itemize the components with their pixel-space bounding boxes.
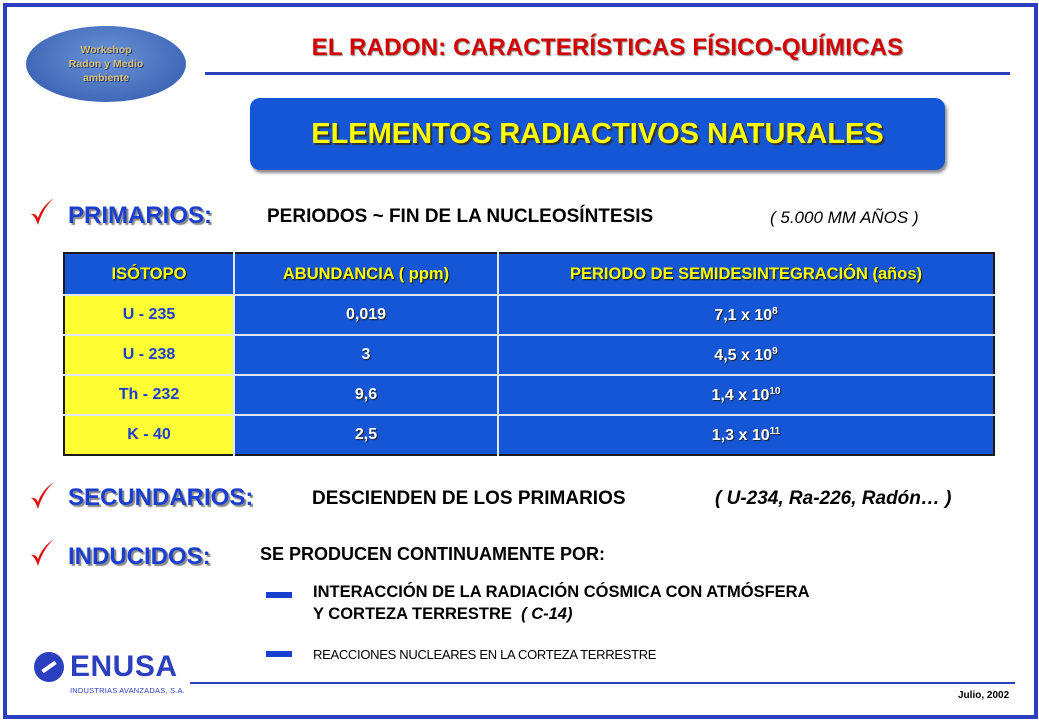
inducidos-label: INDUCIDOS: — [68, 543, 211, 570]
checkmark-icon — [28, 196, 56, 228]
checkmark-icon — [28, 480, 56, 512]
item-1-note: ( C-14) — [521, 605, 573, 623]
period-cell — [498, 295, 994, 335]
logo-line-3: ambiente — [82, 72, 130, 84]
footer-line — [190, 682, 1015, 684]
primarios-description: PERIODOS ~ FIN DE LA NUCLEOSÍNTESIS — [267, 206, 654, 227]
page-title: EL RADON: CARACTERÍSTICAS FÍSICO-QUÍMICAS — [311, 34, 904, 61]
company-name: ENUSA — [70, 650, 178, 683]
enusa-logo — [34, 650, 178, 684]
period-base: 7,1 x 10 — [714, 306, 773, 324]
logo-line-2: Radon y Medio — [68, 58, 144, 70]
isotope-table — [63, 252, 995, 456]
isotope-cell: K - 40 — [64, 415, 234, 455]
date-label: Julio, 2002 — [958, 690, 1010, 701]
item-1-line-2-text: Y CORTEZA TERRESTRE — [313, 605, 512, 623]
period-exponent: 10 — [769, 385, 781, 397]
header-period: PERIODO DE SEMIDESINTEGRACIÓN (años) — [498, 253, 994, 295]
table-row — [64, 295, 994, 335]
period-base: 4,5 x 10 — [714, 346, 773, 364]
item-1-line-1: INTERACCIÓN DE LA RADIACIÓN CÓSMICA CON ATMÓSFERA — [313, 583, 810, 601]
secundarios-note: ( U-234, Ra-226, Radón… ) — [715, 488, 952, 509]
header-isotope: ISÓTOPO — [64, 253, 234, 295]
checkmark-icon — [28, 537, 56, 569]
period-cell — [498, 335, 994, 375]
abundance-cell: 9,6 — [234, 375, 498, 415]
workshop-logo — [26, 26, 186, 102]
abundance-cell: 3 — [234, 335, 498, 375]
abundance-cell: 0,019 — [234, 295, 498, 335]
company-subtitle: INDUSTRIAS AVANZADAS, S.A. — [70, 686, 185, 695]
inducidos-description: SE PRODUCEN CONTINUAMENTE POR: — [260, 544, 606, 564]
abundance-cell: 2,5 — [234, 415, 498, 455]
header-abundance: ABUNDANCIA ( ppm) — [234, 253, 498, 295]
period-exponent: 9 — [772, 345, 778, 357]
inducidos-item-1 — [313, 581, 810, 625]
banner-text: ELEMENTOS RADIACTIVOS NATURALES — [311, 117, 884, 150]
primarios-label: PRIMARIOS: — [68, 202, 212, 229]
inducidos-item-2: REACCIONES NUCLEARES EN LA CORTEZA TERRESTRE — [313, 647, 657, 662]
period-exponent: 11 — [769, 425, 781, 437]
secundarios-label: SECUNDARIOS: — [68, 484, 254, 511]
table-row — [64, 415, 994, 455]
item-1-line-2 — [313, 603, 810, 625]
title-underline — [205, 72, 1010, 75]
period-base: 1,4 x 10 — [711, 386, 770, 404]
isotope-cell: U - 235 — [64, 295, 234, 335]
period-exponent: 8 — [772, 305, 778, 317]
enusa-logo-icon — [34, 652, 64, 682]
bullet-dash — [266, 592, 292, 598]
period-base: 1,3 x 10 — [711, 426, 770, 444]
isotope-cell: U - 238 — [64, 335, 234, 375]
section-banner — [250, 98, 945, 170]
period-cell — [498, 375, 994, 415]
table-header-row — [64, 253, 994, 295]
isotope-cell: Th - 232 — [64, 375, 234, 415]
table-row — [64, 335, 994, 375]
table-row — [64, 375, 994, 415]
bullet-dash — [266, 651, 292, 657]
logo-line-1: Workshop — [80, 44, 132, 56]
primarios-note: ( 5.000 MM AÑOS ) — [770, 208, 919, 227]
period-cell — [498, 415, 994, 455]
secundarios-description: DESCIENDEN DE LOS PRIMARIOS — [312, 488, 626, 509]
